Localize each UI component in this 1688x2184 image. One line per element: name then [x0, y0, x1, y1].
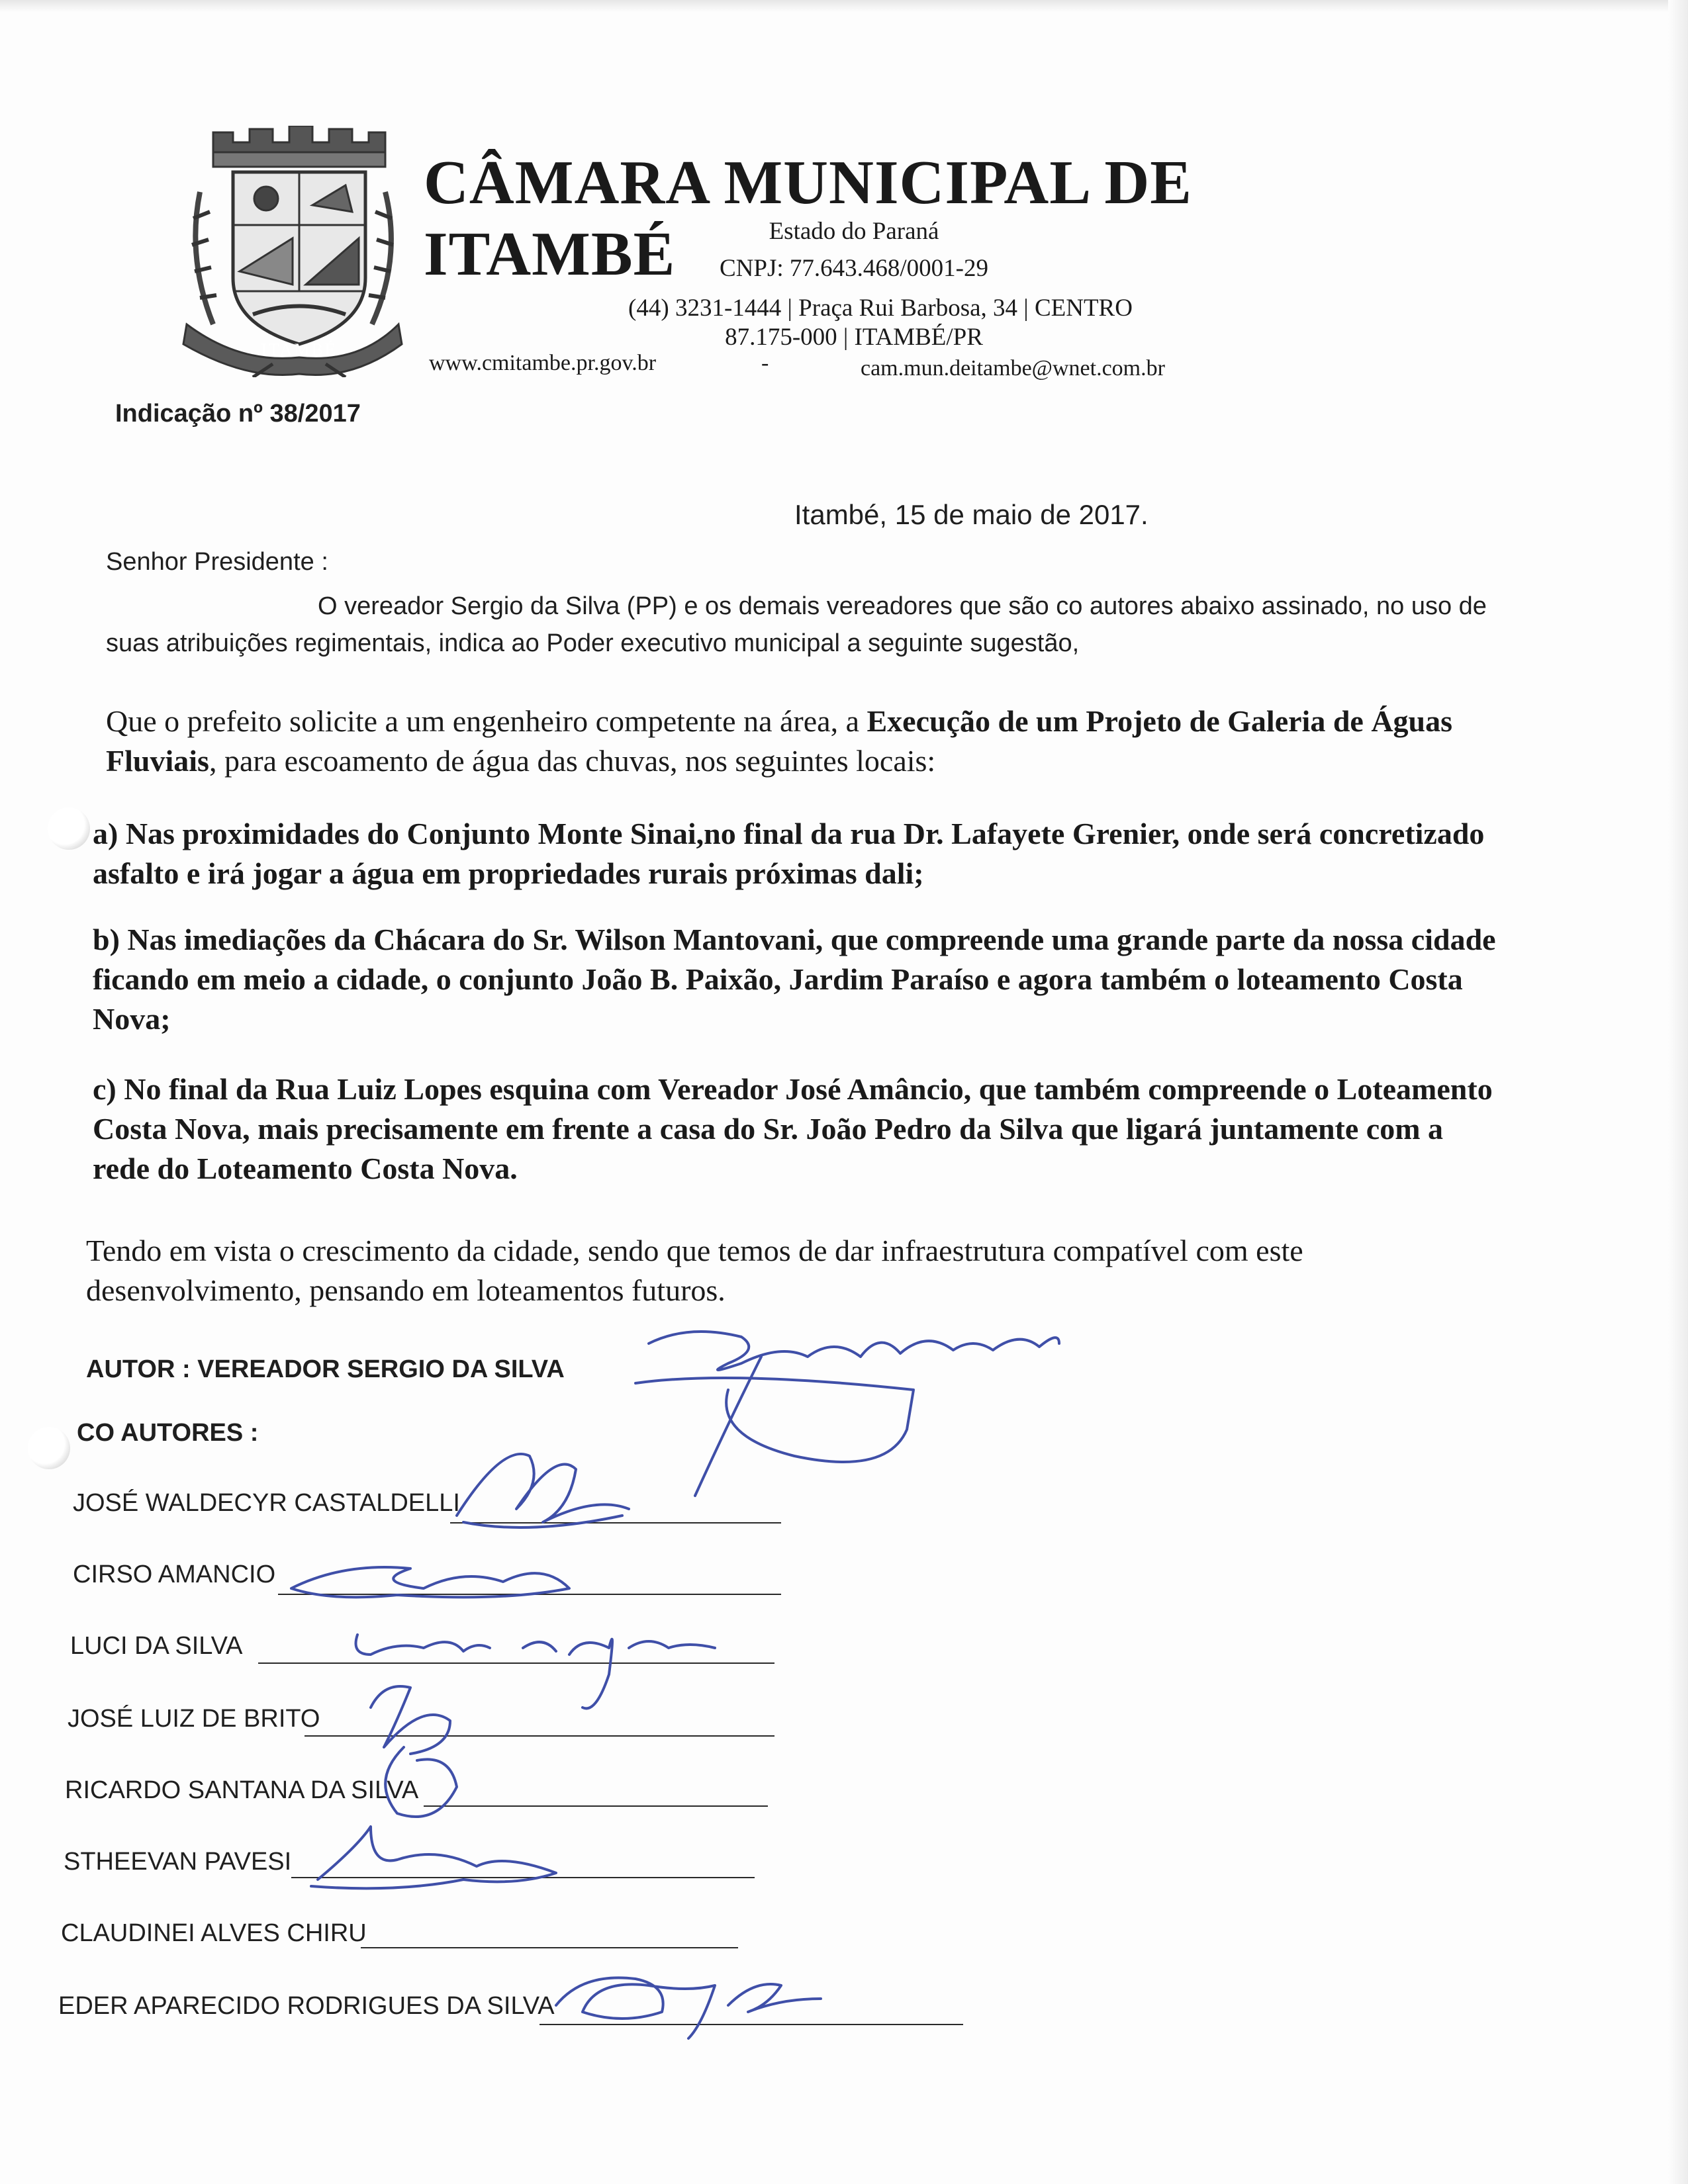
header-cep-city: 87.175-000 | ITAMBÉ/PR [725, 324, 983, 351]
location-item-c: c) No final da Rua Luiz Lopes esquina com Vereador José Amâncio, que também compreende o Loteamento Costa Nova, mais precisamente em frente a casa do Sr. João Pedro da Silva que ligará juntamente com a rede do Loteamento Costa Nova. [93, 1072, 1493, 1185]
coauthor-row [0, 1919, 1688, 1959]
indicacao-number: Indicação nº 38/2017 [115, 400, 361, 428]
coauthor-name: JOSÉ LUIZ DE BRITO [68, 1705, 320, 1733]
coauthors-label: CO AUTORES : [77, 1419, 259, 1447]
header-cnpj: CNPJ: 77.643.468/0001-29 [719, 255, 988, 282]
punch-hole [48, 807, 90, 850]
header-website-link[interactable]: www.cmitambe.pr.gov.br [429, 351, 657, 375]
punch-hole [28, 1427, 70, 1469]
crest-text: ITAMBÉ [261, 340, 338, 359]
signature-line [424, 1805, 768, 1807]
request-bold-text: Execução de um Projeto de Galeria de Águas Fluviais [106, 704, 1453, 778]
coauthor-name: JOSÉ WALDECYR CASTALDELLI [73, 1489, 460, 1517]
signature-line [258, 1662, 774, 1664]
signature-line [278, 1594, 781, 1595]
conclusion-paragraph: Tendo em vista o crescimento da cidade, sendo que temos de dar infraestrutura compatível com este desenvolvimento, pensando em loteamentos futuros. [86, 1234, 1303, 1307]
signature-line [305, 1735, 774, 1737]
request-paragraph [106, 702, 1496, 781]
coauthor-row [0, 1848, 1688, 1888]
coauthor-name: EDER APARECIDO RODRIGUES DA SILVA [58, 1992, 555, 2020]
signature-line [361, 1947, 738, 1948]
signature-line [450, 1522, 781, 1524]
header-separator: - [761, 351, 769, 375]
coauthor-name: CLAUDINEI ALVES CHIRU [61, 1919, 367, 1947]
salutation: Senhor Presidente : [106, 548, 328, 576]
coauthor-row [0, 1489, 1688, 1529]
coauthor-row [0, 1561, 1688, 1600]
signature-line [291, 1877, 755, 1878]
intro-paragraph [106, 588, 1496, 662]
document-date: Itambé, 15 de maio de 2017. [794, 499, 1149, 530]
coauthor-row [0, 1776, 1688, 1816]
scan-edge [0, 0, 1688, 12]
header-phone-address: (44) 3231-1444 | Praça Rui Barbosa, 34 | CENTRO [628, 295, 1133, 322]
header-state: Estado do Paraná [769, 218, 939, 245]
intro-text: O vereador Sergio da Silva (PP) e os demais vereadores que são co autores abaixo assinado, no uso de suas atribuições regimentais, indica ao Poder executivo municipal a seguinte sugestão, [106, 592, 1487, 657]
coauthor-name: LUCI DA SILVA [70, 1632, 243, 1660]
coauthor-row [0, 1992, 1688, 2032]
coauthor-name: STHEEVAN PAVESI [64, 1848, 292, 1876]
author-label: AUTOR : VEREADOR SERGIO DA SILVA [86, 1355, 565, 1383]
coauthor-name: CIRSO AMANCIO [73, 1561, 276, 1588]
signature-line [539, 2024, 963, 2025]
location-item-b: b) Nas imediações da Chácara do Sr. Wilson Mantovani, que compreende uma grande parte da nossa cidade ficando em meio a cidade, o conjunto João B. Paixão, Jardim Paraíso e agora também o loteamento Costa Nova; [93, 923, 1496, 1036]
request-text-1: Que o prefeito solicite a um engenheiro competente na área, a [106, 704, 867, 738]
coauthor-row [0, 1632, 1688, 1672]
coauthor-row [0, 1705, 1688, 1745]
request-text-2: , para escoamento de água das chuvas, nos seguintes locais: [209, 744, 936, 778]
page-title: CÂMARA MUNICIPAL DE ITAMBÉ [424, 148, 1192, 289]
municipal-crest-icon [173, 126, 412, 377]
header-email-link[interactable]: cam.mun.deitambe@wnet.com.br [861, 356, 1165, 381]
location-item-a: a) Nas proximidades do Conjunto Monte Sinai,no final da rua Dr. Lafayete Grenier, onde será concretizado asfalto e irá jogar a água em propriedades rurais próximas dali; [93, 817, 1485, 890]
coauthor-name: RICARDO SANTANA DA SILVA [65, 1776, 419, 1804]
